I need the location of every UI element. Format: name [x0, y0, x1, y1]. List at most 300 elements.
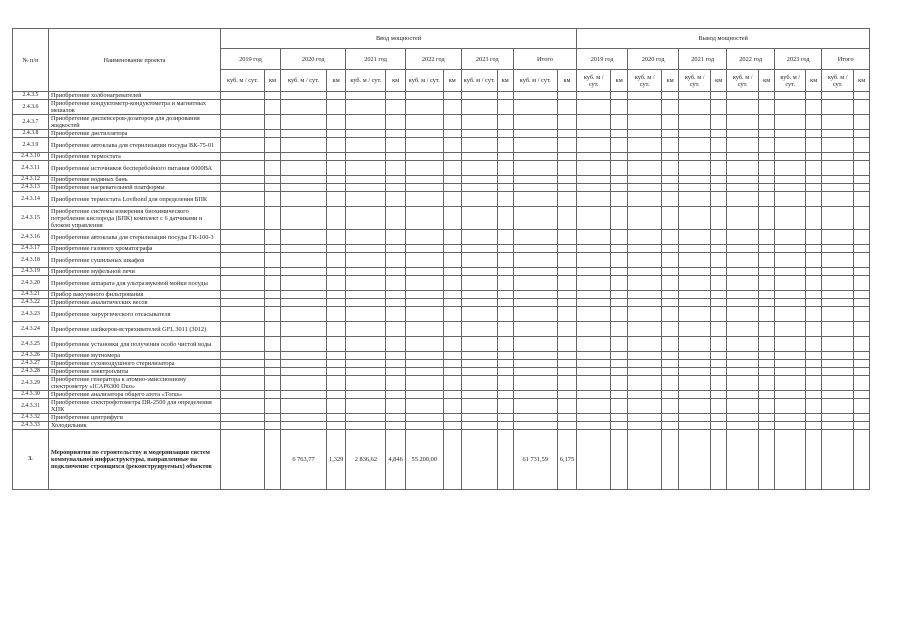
table-row	[13, 391, 870, 399]
value-cell	[711, 291, 727, 299]
value-cell	[806, 276, 822, 291]
value-cell	[405, 253, 443, 268]
row-name: Приобретение спектрофотометра DR-2500 для определения ХПК	[49, 399, 221, 414]
value-cell	[711, 360, 727, 368]
value-cell	[443, 368, 461, 376]
value-cell	[221, 130, 265, 138]
summary-value: 6,175	[557, 430, 576, 490]
value-cell	[346, 138, 386, 153]
row-name: Приобретение хирургического отсасывателя	[49, 307, 221, 322]
row-number: 2.4.3.31	[13, 399, 49, 414]
value-cell	[611, 352, 628, 360]
value-cell	[806, 100, 822, 115]
value-cell	[265, 352, 281, 360]
value-cell	[679, 115, 711, 130]
value-cell	[759, 268, 775, 276]
value-cell	[497, 376, 513, 391]
value-cell	[854, 253, 870, 268]
value-cell	[806, 360, 822, 368]
value-cell	[662, 360, 679, 368]
value-cell	[727, 422, 759, 430]
table-row	[13, 360, 870, 368]
value-cell	[461, 245, 497, 253]
row-number: 2.4.3.29	[13, 376, 49, 391]
value-cell	[513, 207, 557, 230]
value-cell	[443, 276, 461, 291]
value-cell	[727, 192, 759, 207]
value-cell	[346, 245, 386, 253]
value-cell	[628, 207, 662, 230]
row-name: Приобретение газового хроматографа	[49, 245, 221, 253]
value-cell	[577, 360, 611, 368]
value-cell	[513, 337, 557, 352]
value-cell	[711, 337, 727, 352]
value-cell	[727, 245, 759, 253]
value-cell	[775, 391, 806, 399]
value-cell	[662, 100, 679, 115]
value-cell	[806, 245, 822, 253]
value-cell	[557, 230, 576, 245]
value-cell	[628, 184, 662, 192]
value-cell	[727, 92, 759, 100]
value-cell	[281, 192, 327, 207]
value-cell	[854, 176, 870, 184]
value-cell	[265, 268, 281, 276]
value-cell	[497, 422, 513, 430]
value-cell	[628, 430, 662, 490]
value-cell	[711, 276, 727, 291]
value-cell	[679, 360, 711, 368]
value-cell	[405, 161, 443, 176]
table-row	[13, 322, 870, 337]
value-cell	[711, 92, 727, 100]
value-cell	[386, 161, 405, 176]
value-cell	[221, 322, 265, 337]
value-cell	[806, 422, 822, 430]
value-cell	[461, 184, 497, 192]
value-cell	[711, 268, 727, 276]
value-cell	[611, 245, 628, 253]
value-cell	[711, 245, 727, 253]
value-cell	[513, 276, 557, 291]
row-name: Приобретение установки для получения особо чистой воды	[49, 337, 221, 352]
value-cell	[327, 352, 346, 360]
table-row	[13, 192, 870, 207]
value-cell	[822, 322, 854, 337]
value-cell	[628, 100, 662, 115]
value-cell	[662, 368, 679, 376]
value-cell	[346, 291, 386, 299]
value-cell	[854, 207, 870, 230]
value-cell	[513, 268, 557, 276]
value-cell	[346, 337, 386, 352]
value-cell	[513, 161, 557, 176]
value-cell	[461, 268, 497, 276]
value-cell	[711, 192, 727, 207]
value-cell	[497, 100, 513, 115]
value-cell	[513, 299, 557, 307]
value-cell	[806, 430, 822, 490]
value-cell	[557, 161, 576, 176]
value-cell	[711, 161, 727, 176]
value-cell	[327, 391, 346, 399]
value-cell	[822, 100, 854, 115]
value-cell	[327, 192, 346, 207]
value-cell	[221, 192, 265, 207]
value-cell	[628, 376, 662, 391]
value-cell	[775, 192, 806, 207]
table-row	[13, 153, 870, 161]
value-cell	[854, 291, 870, 299]
value-cell	[557, 153, 576, 161]
value-cell	[221, 299, 265, 307]
value-cell	[513, 153, 557, 161]
value-cell	[265, 391, 281, 399]
header-input: Ввод мощностей	[221, 29, 577, 49]
value-cell	[265, 291, 281, 299]
summary-value: 55 200,00	[405, 430, 443, 490]
value-cell	[461, 161, 497, 176]
table-row	[13, 291, 870, 299]
value-cell	[443, 337, 461, 352]
value-cell	[577, 430, 611, 490]
row-number: 2.4.3.32	[13, 414, 49, 422]
value-cell	[759, 115, 775, 130]
value-cell	[577, 100, 611, 115]
header-output: Вывод мощностей	[577, 29, 870, 49]
value-cell	[386, 268, 405, 276]
value-cell	[327, 130, 346, 138]
value-cell	[386, 307, 405, 322]
value-cell	[577, 322, 611, 337]
row-name: Приобретение центрифуги	[49, 414, 221, 422]
value-cell	[727, 138, 759, 153]
value-cell	[806, 376, 822, 391]
value-cell	[346, 360, 386, 368]
row-name: Приобретение системы измерения биохимического потребления кислорода (БПК) комплект с 6 датчиками и блоком управления	[49, 207, 221, 230]
value-cell	[386, 130, 405, 138]
value-cell	[386, 376, 405, 391]
value-cell	[265, 299, 281, 307]
value-cell	[759, 100, 775, 115]
value-cell	[711, 253, 727, 268]
value-cell	[822, 268, 854, 276]
value-cell	[711, 115, 727, 130]
value-cell	[497, 368, 513, 376]
value-cell	[662, 276, 679, 291]
value-cell	[221, 100, 265, 115]
value-cell	[759, 92, 775, 100]
value-cell	[577, 176, 611, 184]
value-cell	[327, 360, 346, 368]
value-cell	[628, 368, 662, 376]
value-cell	[327, 368, 346, 376]
value-cell	[577, 153, 611, 161]
value-cell	[386, 92, 405, 100]
value-cell	[346, 276, 386, 291]
value-cell	[557, 115, 576, 130]
value-cell	[405, 368, 443, 376]
value-cell	[221, 207, 265, 230]
value-cell	[679, 245, 711, 253]
year-out-header: 2022 год	[727, 49, 775, 70]
value-cell	[346, 176, 386, 184]
value-cell	[281, 184, 327, 192]
value-cell	[281, 322, 327, 337]
value-cell	[759, 207, 775, 230]
value-cell	[346, 115, 386, 130]
value-cell	[327, 230, 346, 245]
value-cell	[822, 422, 854, 430]
value-cell	[405, 322, 443, 337]
value-cell	[346, 253, 386, 268]
value-cell	[221, 115, 265, 130]
value-cell	[497, 360, 513, 368]
value-cell	[679, 161, 711, 176]
table-row	[13, 268, 870, 276]
value-cell	[775, 276, 806, 291]
value-cell	[611, 291, 628, 299]
value-cell	[806, 337, 822, 352]
value-cell	[557, 399, 576, 414]
unit-in-header: куб. м / сут.	[346, 70, 386, 92]
year-out-header: Итого	[822, 49, 870, 70]
table-row	[13, 422, 870, 430]
value-cell	[497, 299, 513, 307]
value-cell	[346, 322, 386, 337]
value-cell	[461, 92, 497, 100]
value-cell	[557, 130, 576, 138]
value-cell	[611, 207, 628, 230]
row-number: 2.4.3.22	[13, 299, 49, 307]
value-cell	[679, 291, 711, 299]
value-cell	[386, 153, 405, 161]
value-cell	[221, 399, 265, 414]
value-cell	[662, 92, 679, 100]
value-cell	[346, 391, 386, 399]
value-cell	[854, 368, 870, 376]
row-name: Приобретение мутномера	[49, 352, 221, 360]
value-cell	[386, 360, 405, 368]
value-cell	[221, 161, 265, 176]
unit-in-header: км	[557, 70, 576, 92]
row-number: 2.4.3.10	[13, 153, 49, 161]
value-cell	[461, 322, 497, 337]
value-cell	[822, 352, 854, 360]
value-cell	[775, 360, 806, 368]
value-cell	[557, 391, 576, 399]
value-cell	[265, 161, 281, 176]
value-cell	[461, 253, 497, 268]
value-cell	[611, 176, 628, 184]
value-cell	[221, 138, 265, 153]
value-cell	[281, 299, 327, 307]
value-cell	[346, 130, 386, 138]
value-cell	[443, 268, 461, 276]
value-cell	[759, 184, 775, 192]
value-cell	[346, 100, 386, 115]
value-cell	[628, 422, 662, 430]
value-cell	[265, 322, 281, 337]
value-cell	[759, 161, 775, 176]
value-cell	[443, 299, 461, 307]
value-cell	[854, 100, 870, 115]
row-number: 2.4.3.33	[13, 422, 49, 430]
value-cell	[662, 430, 679, 490]
row-number: 2.4.3.19	[13, 268, 49, 276]
value-cell	[461, 100, 497, 115]
value-cell	[327, 376, 346, 391]
value-cell	[221, 307, 265, 322]
value-cell	[628, 115, 662, 130]
row-number: 2.4.3.17	[13, 245, 49, 253]
value-cell	[711, 130, 727, 138]
value-cell	[405, 92, 443, 100]
value-cell	[346, 414, 386, 422]
value-cell	[405, 299, 443, 307]
value-cell	[759, 307, 775, 322]
value-cell	[628, 245, 662, 253]
value-cell	[775, 399, 806, 414]
value-cell	[679, 368, 711, 376]
value-cell	[221, 153, 265, 161]
value-cell	[327, 291, 346, 299]
value-cell	[822, 291, 854, 299]
value-cell	[854, 337, 870, 352]
value-cell	[822, 92, 854, 100]
value-cell	[221, 276, 265, 291]
row-name: Приобретение суховоздушного стерилизатора	[49, 360, 221, 368]
value-cell	[775, 352, 806, 360]
value-cell	[281, 176, 327, 184]
value-cell	[281, 92, 327, 100]
value-cell	[628, 337, 662, 352]
value-cell	[822, 230, 854, 245]
value-cell	[854, 153, 870, 161]
value-cell	[577, 207, 611, 230]
row-name: Приобретение нагревательной платформы	[49, 184, 221, 192]
value-cell	[443, 92, 461, 100]
value-cell	[662, 299, 679, 307]
value-cell	[386, 291, 405, 299]
row-name: Приобретение источников бесперебойного питания 6000ВА	[49, 161, 221, 176]
value-cell	[628, 92, 662, 100]
value-cell	[346, 368, 386, 376]
value-cell	[386, 100, 405, 115]
value-cell	[281, 207, 327, 230]
value-cell	[461, 360, 497, 368]
value-cell	[854, 360, 870, 368]
value-cell	[461, 176, 497, 184]
value-cell	[679, 130, 711, 138]
value-cell	[327, 253, 346, 268]
value-cell	[577, 399, 611, 414]
value-cell	[806, 368, 822, 376]
value-cell	[443, 130, 461, 138]
value-cell	[759, 391, 775, 399]
value-cell	[711, 414, 727, 422]
value-cell	[822, 299, 854, 307]
value-cell	[221, 422, 265, 430]
value-cell	[727, 130, 759, 138]
value-cell	[662, 115, 679, 130]
value-cell	[775, 291, 806, 299]
value-cell	[662, 322, 679, 337]
value-cell	[577, 245, 611, 253]
value-cell	[854, 192, 870, 207]
value-cell	[611, 368, 628, 376]
unit-out-header: км	[806, 70, 822, 92]
value-cell	[628, 276, 662, 291]
unit-out-header: км	[854, 70, 870, 92]
summary-value	[497, 430, 513, 490]
table-row	[13, 276, 870, 291]
value-cell	[557, 176, 576, 184]
row-number: 2.4.3.21	[13, 291, 49, 299]
value-cell	[497, 130, 513, 138]
value-cell	[628, 130, 662, 138]
value-cell	[513, 399, 557, 414]
value-cell	[727, 322, 759, 337]
table-row	[13, 307, 870, 322]
value-cell	[461, 138, 497, 153]
value-cell	[265, 422, 281, 430]
value-cell	[497, 138, 513, 153]
value-cell	[854, 184, 870, 192]
value-cell	[759, 376, 775, 391]
value-cell	[822, 276, 854, 291]
value-cell	[854, 130, 870, 138]
value-cell	[775, 307, 806, 322]
value-cell	[497, 337, 513, 352]
value-cell	[513, 100, 557, 115]
summary-value	[461, 430, 497, 490]
value-cell	[759, 245, 775, 253]
value-cell	[727, 276, 759, 291]
value-cell	[327, 307, 346, 322]
value-cell	[679, 391, 711, 399]
value-cell	[679, 176, 711, 184]
value-cell	[775, 115, 806, 130]
value-cell	[854, 138, 870, 153]
value-cell	[611, 430, 628, 490]
value-cell	[711, 138, 727, 153]
row-name: Приобретение водяных бань	[49, 176, 221, 184]
value-cell	[727, 307, 759, 322]
value-cell	[628, 299, 662, 307]
value-cell	[611, 307, 628, 322]
value-cell	[822, 307, 854, 322]
unit-out-header: куб. м / сут.	[577, 70, 611, 92]
value-cell	[346, 207, 386, 230]
table-row	[13, 92, 870, 100]
value-cell	[327, 422, 346, 430]
value-cell	[679, 307, 711, 322]
value-cell	[822, 192, 854, 207]
value-cell	[557, 360, 576, 368]
value-cell	[281, 376, 327, 391]
unit-in-header: куб. м / сут.	[513, 70, 557, 92]
value-cell	[711, 399, 727, 414]
value-cell	[679, 337, 711, 352]
value-cell	[854, 276, 870, 291]
value-cell	[679, 276, 711, 291]
value-cell	[513, 391, 557, 399]
row-number: 2.4.3.18	[13, 253, 49, 268]
value-cell	[346, 352, 386, 360]
table-row	[13, 337, 870, 352]
value-cell	[346, 376, 386, 391]
